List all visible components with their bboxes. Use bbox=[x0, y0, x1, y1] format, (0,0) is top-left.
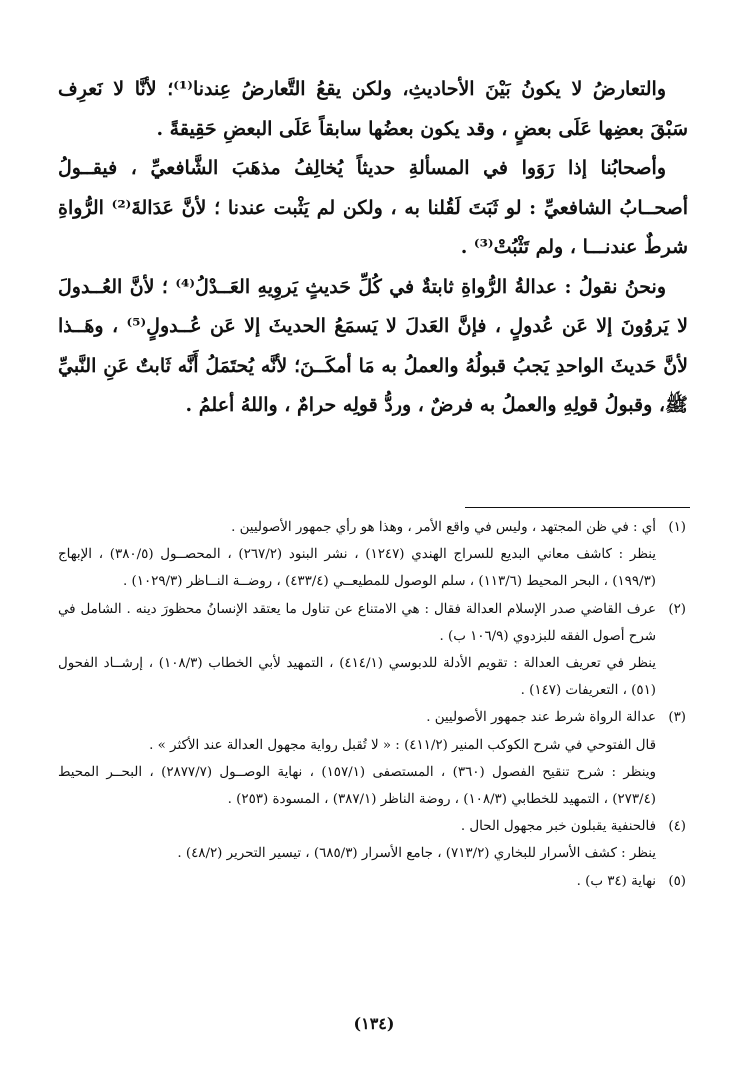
footnote-line: عدالة الرواة شرط عند جمهور الأصوليين . bbox=[426, 710, 656, 726]
footnote-line: عرف القاضي صدر الإسلام العدالة فقال : هي الامتناع عن تناول ما يعتقد الإنسانُ محظورَ دينه . الشامل في شرح أصول الفقه للبزدوي (١٠٦/٩ ب) . bbox=[58, 601, 656, 644]
footnote bbox=[58, 596, 686, 705]
paragraph: والتعارضُ لا يكونُ بَيْنَ الأحاديثِ، ولكن يقعُ التَّعارضُ عِندنا⁽¹⁾؛ لأنَّا لا نَعرِف سَبْقَ بعضِها عَلَى بعضٍ ، وقد يكون بعضُها سابقاً عَلَى البعضِ حَقِيقةً . bbox=[58, 78, 688, 140]
footnote bbox=[58, 813, 686, 867]
footnote-number: (١) bbox=[668, 520, 686, 535]
footnote bbox=[58, 704, 686, 813]
footnote-line: ينظر : كاشف معاني البديع للسراج الهندي (١٢٤٧) ، نشر البنود (٢٦٧/٢) ، المحصــول (٣٨٠/٥) ، الإبهاج (١٩٩/٣) ، البحر المحيط (١١٣/٦) ، سلم الوصول للمطيعــي (٤٣٣/٤) ، روضــة النــاظر (١٠٢٩/٣) . bbox=[58, 547, 656, 590]
footnote-divider bbox=[465, 507, 690, 508]
footnote-line: ينظر : كشف الأسرار للبخاري (٧١٣/٢) ، جامع الأسرار (٦٨٥/٣) ، تيسير التحرير (٤٨/٢) . bbox=[177, 846, 656, 862]
footnote-number: (٤) bbox=[668, 819, 686, 835]
footnote-line: نهاية (٣٤ ب) . bbox=[576, 873, 656, 889]
footnote-line: فالحنفية يقبلون خبر مجهول الحال . bbox=[460, 819, 656, 835]
footnote-number: (٣) bbox=[668, 710, 686, 726]
page-number: (١٣٤) bbox=[353, 1014, 395, 1033]
footnote-line: قال الفتوحي في شرح الكوكب المنير (٤١١/٢) : « لا تُقبل رواية مجهول العدالة عند الأكثر » . bbox=[149, 737, 656, 753]
main-text bbox=[58, 70, 688, 426]
footnote-line: ينظر في تعريف العدالة : تقويم الأدلة للدبوسي (٤١٤/١) ، التمهيد لأبي الخطاب (١٠٨/٣) ، إرشــاد الفحول (٥١) ، التعريفات (١٤٧) . bbox=[58, 656, 656, 699]
footnote-line: وينظر : شرح تنقيح الفصول (٣٦٠) ، المستصفى (١٥٧/١) ، نهاية الوصــول (٢٨٧٧/٧) ، البحــر المحيط (٢٧٣/٤) ، التمهيد للخطابي (١٠٨/٣) ، روضة الناظر (٣٨٧/١) ، المسودة (٢٥٣) . bbox=[58, 764, 656, 808]
footnotes bbox=[58, 514, 686, 895]
footnote-number: (٥) bbox=[668, 873, 686, 889]
footnote bbox=[58, 868, 686, 895]
footnote-number: (٢) bbox=[668, 601, 686, 617]
paragraph: ونحنُ نقولُ : عدالةُ الرُّواةِ ثابتةٌ في كُلِّ حَديثٍ يَروِيهِ العَــدْلُ⁽⁴⁾ ؛ لأنَّ العُــدولَ لا يَروُونَ إلا عَن عُدولٍ ، فإنَّ العَدلَ لا يَسمَعُ الحديثَ إلا عَن عُــدولٍ⁽⁵⁾ ، وهَــذا لأنَّ حَديثَ الواحدِ يَجبُ قبولُهُ والعملُ به مَا أمكَــنَ؛ لأنَّه يُحتَمَلُ أَنَّه ثَابتٌ عَنِ النَّبيِّ ﷺ، وقبولُ قولِهِ والعملُ به فرضٌ ، وردُّ قولِه حرامٌ ، واللهُ أعلمُ . bbox=[58, 275, 688, 416]
footnote-line: أي : في ظن المجتهد ، وليس في واقع الأمر ، وهذا هو رأي جمهور الأصوليين . bbox=[231, 520, 656, 535]
paragraph: وأصحابُنا إذا رَوَوا في المسألةِ حديثاً يُخالِفُ مذهَبَ الشَّافعيِّ ، فيقــولُ أصحــابُ الشافعيِّ : لو ثَبَتَ لَقُلنا به ، ولكن لم يَثْبت عندنا ؛ لأنَّ عَدَالةَ⁽²⁾ الرُّواةِ شرطٌ عندنـــا ، ولم تَثْبُتْ⁽³⁾ . bbox=[58, 157, 688, 258]
footnote bbox=[58, 514, 686, 596]
